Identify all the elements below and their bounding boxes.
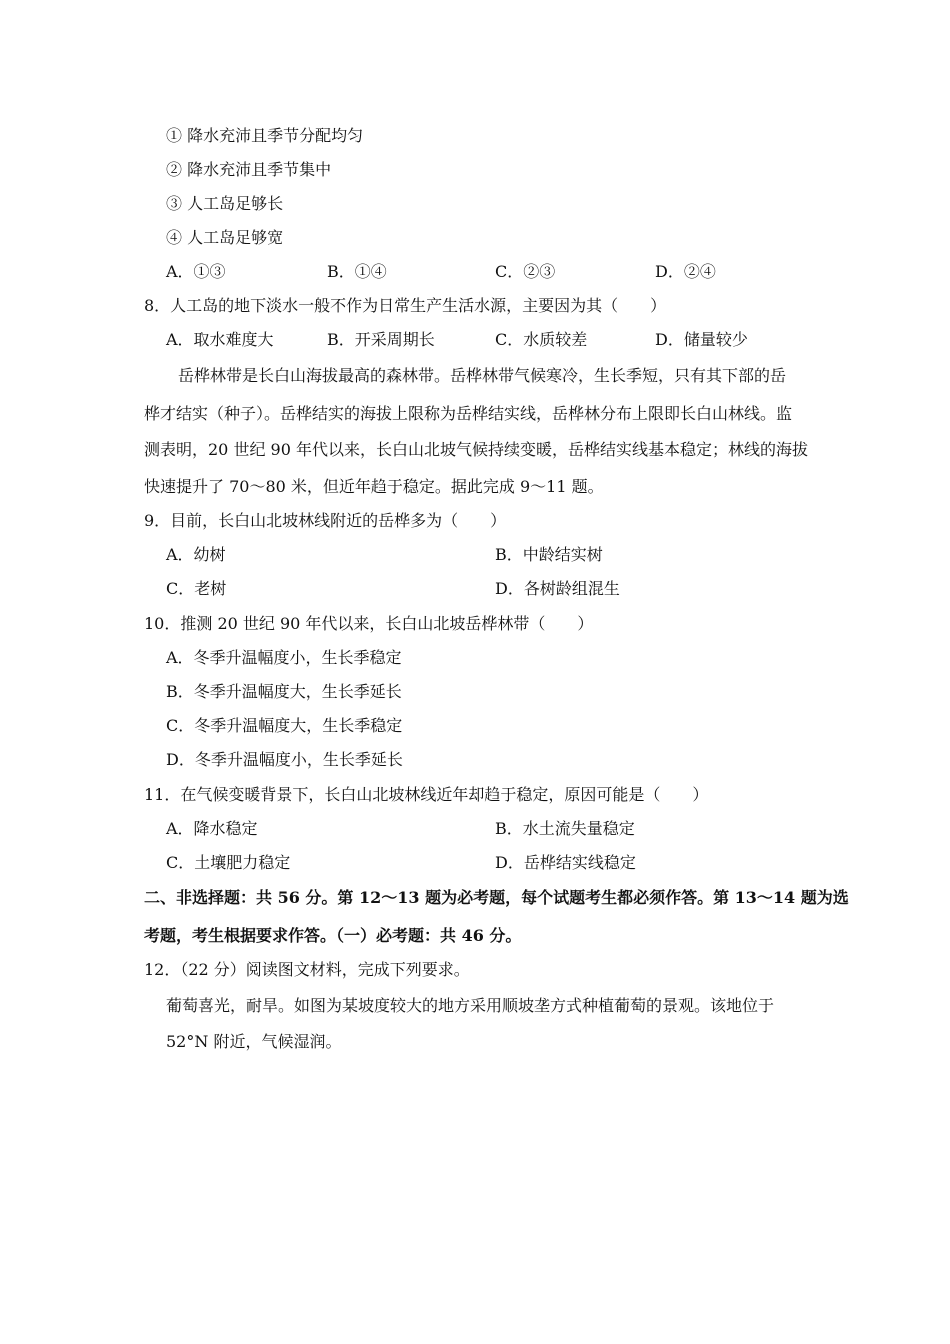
q11-option-b: B．水土流失量稳定 (495, 819, 635, 838)
q11-option-c: C．土壤肥力稳定 (166, 853, 291, 872)
q11-option-a: A．降水稳定 (166, 819, 258, 838)
q8-stem: 8．人工岛的地下淡水一般不作为日常生产生活水源，主要因为其（ ） (144, 296, 667, 315)
q9-option-b: B．中龄结实树 (495, 545, 603, 564)
q12-material-line-2: 52°N 附近，气候湿润。 (166, 1032, 342, 1051)
q9-stem: 9．目前，长白山北坡林线附近的岳桦多为（ ） (144, 511, 507, 530)
q9-option-a: A．幼树 (166, 545, 226, 564)
q11-stem: 11．在气候变暖背景下，长白山北坡林线近年却趋于稳定，原因可能是（ ） (144, 785, 709, 804)
q7-statement-3: ③ 人工岛足够长 (166, 194, 284, 213)
q7-statement-4: ④ 人工岛足够宽 (166, 228, 284, 247)
q9-option-c: C．老树 (166, 579, 227, 598)
q12-material-line-1: 葡萄喜光，耐旱。如图为某坡度较大的地方采用顺坡垄方式种植葡萄的景观。该地位于 (166, 996, 775, 1015)
q8-option-b: B．开采周期长 (327, 330, 435, 349)
passage-line-3: 测表明，20 世纪 90 年代以来，长白山北坡气候持续变暖，岳桦结实线基本稳定；林线的海拔 (144, 440, 808, 459)
q8-option-c: C．水质较差 (495, 330, 588, 349)
q10-option-b: B．冬季升温幅度大，生长季延长 (166, 682, 402, 701)
q8-option-d: D．储量较少 (655, 330, 748, 349)
q12-stem: 12．（22 分）阅读图文材料，完成下列要求。 (144, 960, 470, 979)
passage-line-2: 桦才结实（种子）。岳桦结实的海拔上限称为岳桦结实线，岳桦林分布上限即长白山林线。监 (144, 404, 793, 423)
q10-option-a: A．冬季升温幅度小，生长季稳定 (166, 648, 402, 667)
passage-line-1: 岳桦林带是长白山海拔最高的森林带。岳桦林带气候寒冷，生长季短，只有其下部的岳 (178, 366, 787, 385)
passage-line-4: 快速提升了 70～80 米，但近年趋于稳定。据此完成 9～11 题。 (144, 477, 604, 496)
q7-option-b: B．①④ (327, 262, 387, 281)
q8-option-a: A．取水难度大 (166, 330, 274, 349)
q7-option-c: C．②③ (495, 262, 556, 281)
section-2-heading-line-1: 二、非选择题：共 56 分。第 12～13 题为必考题，每个试题考生都必须作答。第 13～14 题为选 (144, 888, 849, 907)
q9-option-d: D．各树龄组混生 (495, 579, 620, 598)
q11-option-d: D．岳桦结实线稳定 (495, 853, 636, 872)
q10-stem: 10．推测 20 世纪 90 年代以来，长白山北坡岳桦林带（ ） (144, 614, 594, 633)
q7-option-a: A．①③ (166, 262, 226, 281)
section-2-heading-line-2: 考题，考生根据要求作答。（一）必考题：共 46 分。 (144, 926, 522, 945)
q10-option-c: C．冬季升温幅度大，生长季稳定 (166, 716, 403, 735)
q10-option-d: D．冬季升温幅度小，生长季延长 (166, 750, 403, 769)
q7-statement-2: ② 降水充沛且季节集中 (166, 160, 332, 179)
q7-option-d: D．②④ (655, 262, 716, 281)
q7-statement-1: ① 降水充沛且季节分配均匀 (166, 126, 364, 145)
